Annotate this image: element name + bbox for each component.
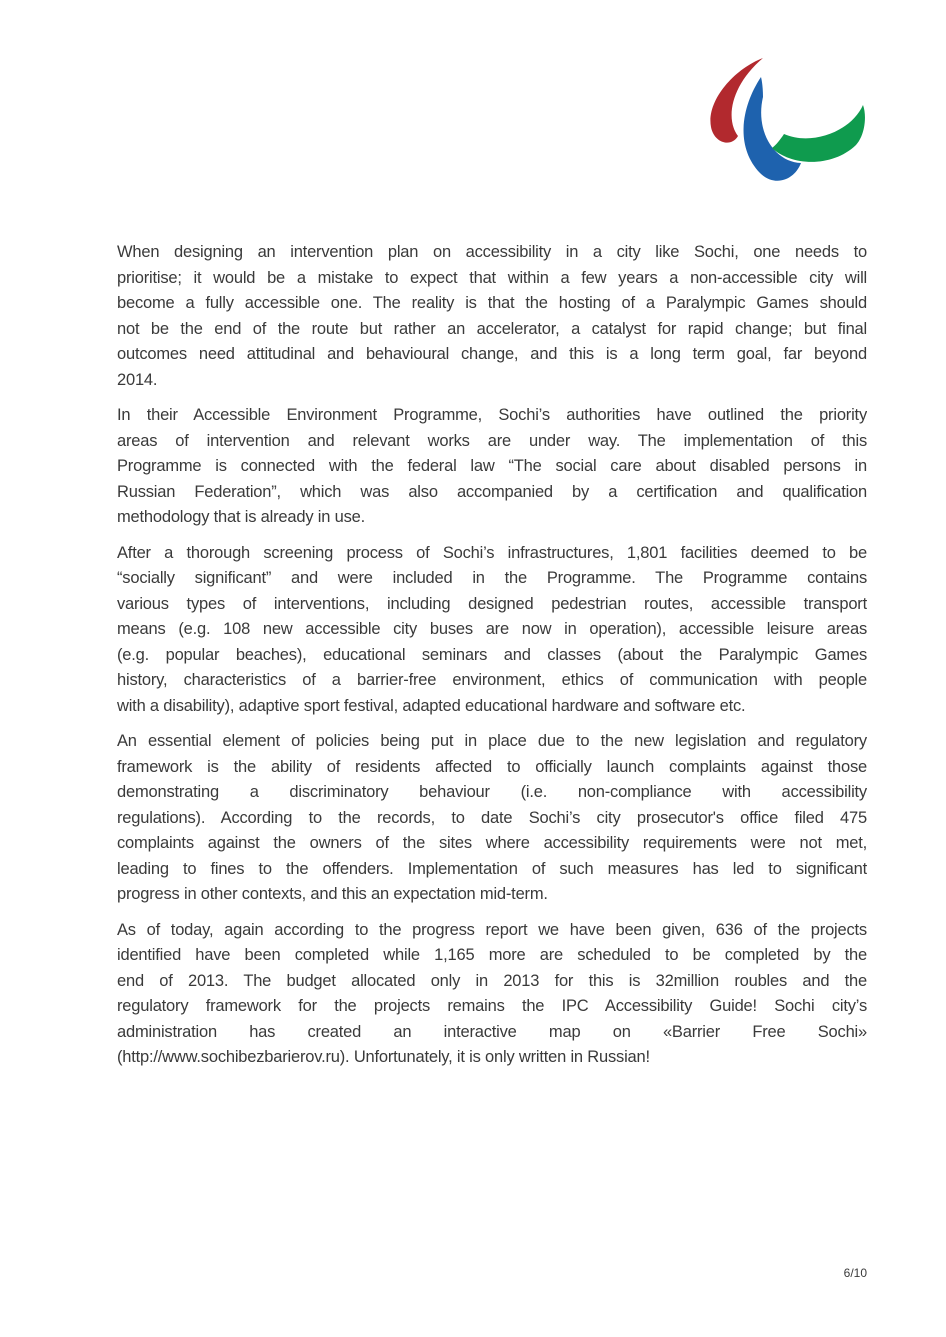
text-line: framework is the ability of residents affected to officially launch complaints against those bbox=[117, 757, 867, 776]
text-line: Programme is connected with the federal law “The social care about disabled persons in bbox=[117, 457, 867, 475]
text-line: prioritise; it would be a mistake to expect that within a few years a non-accessible city will bbox=[117, 268, 867, 287]
text-line: As of today, again according to the progress report we have been given, 636 of the projects bbox=[117, 920, 867, 939]
text-line: In their Accessible Environment Programme, Sochi’s authorities have outlined the priority bbox=[117, 406, 867, 424]
text-line: (e.g. popular beaches), educational seminars and classes (about the Paralympic Games bbox=[117, 645, 867, 664]
text-line: various types of interventions, including designed pedestrian routes, accessible transport bbox=[117, 594, 867, 613]
text-line: After a thorough screening process of Sochi’s infrastructures, 1,801 facilities deemed to be bbox=[117, 543, 867, 562]
paragraph bbox=[117, 918, 867, 1071]
text-line: means (e.g. 108 new accessible city buses are now in operation), accessible leisure areas bbox=[117, 620, 867, 638]
text-line: progress in other contexts, and this an expectation mid-term. bbox=[117, 885, 548, 903]
ipc-agitos-logo bbox=[700, 55, 875, 185]
text-line: history, characteristics of a barrier-free environment, ethics of communication with people bbox=[117, 671, 867, 689]
text-line: not be the end of the route but rather an accelerator, a catalyst for rapid change; but final bbox=[117, 319, 867, 338]
page-footer bbox=[117, 1266, 867, 1280]
text-line: become a fully accessible one. The reality is that the hosting of a Paralympic Games should bbox=[117, 294, 867, 312]
paragraph bbox=[117, 403, 867, 531]
text-line: with a disability), adaptive sport festival, adapted educational hardware and software etc. bbox=[117, 696, 746, 715]
page-number: 6/10 bbox=[843, 1266, 867, 1280]
text-line: 2014. bbox=[117, 370, 158, 389]
text-line: administration has created an interactive map on «Barrier Free Sochi» bbox=[117, 1022, 867, 1041]
text-line: regulatory framework for the projects remains the IPC Accessibility Guide! Sochi city’s bbox=[117, 997, 867, 1015]
text-line: When designing an intervention plan on accessibility in a city like Sochi, one needs to bbox=[117, 243, 867, 261]
text-line: methodology that is already in use. bbox=[117, 508, 365, 526]
text-line: “socially significant” and were included in the Programme. The Programme contains bbox=[117, 569, 867, 587]
text-line: identified have been completed while 1,165 more are scheduled to be completed by the bbox=[117, 946, 867, 964]
body-text bbox=[117, 240, 867, 1081]
agito-green-icon bbox=[772, 105, 865, 162]
text-line: (http://www.sochibezbarierov.ru). Unfortunately, it is only written in Russian! bbox=[117, 1048, 650, 1066]
text-line: leading to fines to the offenders. Implementation of such measures has led to significant bbox=[117, 859, 867, 878]
paragraph bbox=[117, 541, 867, 720]
text-line: areas of intervention and relevant works are under way. The implementation of this bbox=[117, 431, 867, 450]
text-line: outcomes need attitudinal and behavioural change, and this is a long term goal, far beyond bbox=[117, 345, 867, 363]
paragraph bbox=[117, 240, 867, 393]
text-line: Russian Federation”, which was also accompanied by a certification and qualification bbox=[117, 482, 867, 501]
text-line: regulations). According to the records, to date Sochi’s city prosecutor's office filed 475 bbox=[117, 808, 867, 827]
text-line: demonstrating a discriminatory behaviour (i.e. non-compliance with accessibility bbox=[117, 783, 867, 801]
text-line: end of 2013. The budget allocated only in 2013 for this is 32million roubles and the bbox=[117, 971, 867, 990]
agito-blue-icon bbox=[744, 77, 801, 181]
text-line: complaints against the owners of the sites where accessibility requirements were not met, bbox=[117, 834, 867, 852]
paragraph bbox=[117, 729, 867, 908]
text-line: An essential element of policies being put in place due to the new legislation and regulatory bbox=[117, 732, 867, 750]
